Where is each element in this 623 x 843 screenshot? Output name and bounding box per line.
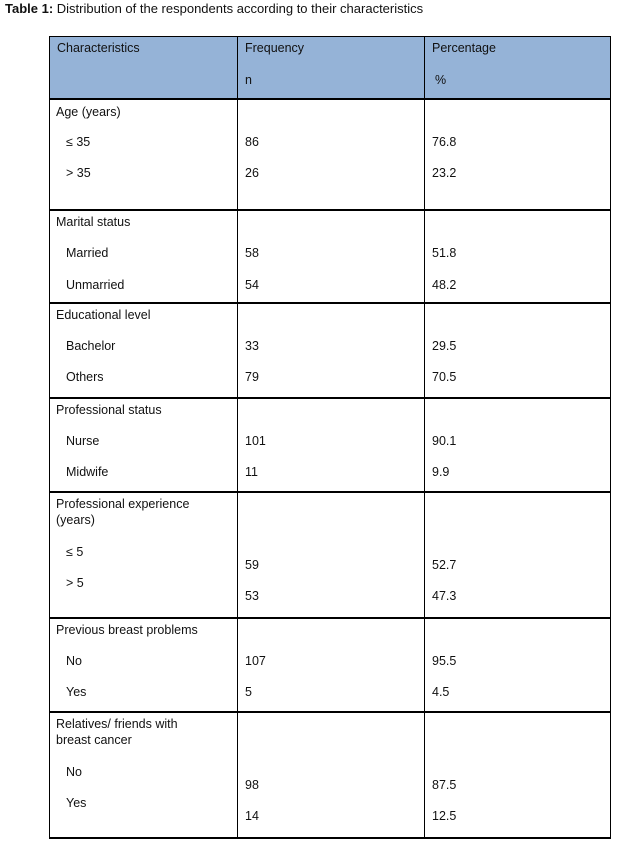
row-label: No (66, 765, 82, 779)
row-label: > 5 (66, 576, 84, 590)
group-label-cell (50, 492, 238, 618)
percentage-value: 47.3 (432, 589, 457, 603)
percentage-value: 48.2 (432, 278, 457, 292)
group-professional-status (50, 398, 611, 492)
header-percentage: Percentage % (425, 37, 611, 100)
percentage-value: 4.5 (432, 685, 450, 699)
caption-text: Distribution of the respondents according to their characteristics (53, 1, 424, 16)
caption-label: Table 1: (5, 1, 54, 16)
group-title-line2: (years) (56, 513, 95, 527)
percentage-value: 9.9 (432, 465, 450, 479)
frequency-value: 14 (245, 809, 259, 823)
group-title: Professional status (56, 403, 162, 417)
group-label-cell (50, 712, 238, 838)
percentage-cell (425, 618, 611, 712)
percentage-cell (425, 492, 611, 618)
group-label-cell (50, 303, 238, 398)
table-header-row (50, 37, 611, 100)
group-age (50, 99, 611, 210)
percentage-value: 87.5 (432, 778, 457, 792)
row-label: Unmarried (66, 278, 125, 292)
group-label-cell (50, 210, 238, 303)
frequency-value: 26 (245, 166, 259, 180)
frequency-cell (238, 303, 425, 398)
group-professional-experience (50, 492, 611, 618)
frequency-value: 101 (245, 434, 266, 448)
percentage-value: 51.8 (432, 246, 457, 260)
row-label: ≤ 35 (66, 135, 91, 149)
row-label: Yes (66, 796, 87, 810)
row-label: Midwife (66, 465, 109, 479)
group-label-cell (50, 618, 238, 712)
frequency-value: 107 (245, 654, 266, 668)
characteristics-table (49, 36, 611, 839)
group-marital-status (50, 210, 611, 303)
group-title: Previous breast problems (56, 623, 198, 637)
row-label: Married (66, 246, 109, 260)
group-title: Educational level (56, 308, 151, 322)
percentage-cell (425, 99, 611, 210)
percentage-value: 52.7 (432, 558, 457, 572)
percentage-cell (425, 210, 611, 303)
group-title-line2: breast cancer (56, 733, 132, 747)
frequency-cell (238, 210, 425, 303)
row-label: ≤ 5 (66, 545, 84, 559)
row-label: Yes (66, 685, 87, 699)
frequency-cell (238, 398, 425, 492)
group-title: Marital status (56, 215, 131, 229)
percentage-value: 70.5 (432, 370, 457, 384)
frequency-value: 79 (245, 370, 259, 384)
group-previous-breast-problems (50, 618, 611, 712)
percentage-value: 95.5 (432, 654, 457, 668)
table-caption (5, 1, 423, 16)
frequency-value: 5 (245, 685, 252, 699)
header-frequency: Frequency n (238, 37, 425, 100)
header-percentage-sub: % (435, 73, 447, 87)
frequency-value: 58 (245, 246, 259, 260)
group-relatives-with-breast-cancer (50, 712, 611, 838)
percentage-cell (425, 712, 611, 838)
row-label: Others (66, 370, 104, 384)
group-label-cell (50, 398, 238, 492)
group-title: Age (years) (56, 105, 121, 119)
percentage-cell (425, 303, 611, 398)
row-label: Bachelor (66, 339, 116, 353)
row-label: > 35 (66, 166, 91, 180)
group-educational-level (50, 303, 611, 398)
frequency-cell (238, 99, 425, 210)
frequency-cell (238, 712, 425, 838)
frequency-value: 86 (245, 135, 259, 149)
row-label: Nurse (66, 434, 100, 448)
percentage-value: 12.5 (432, 809, 457, 823)
row-label: No (66, 654, 82, 668)
group-title: Relatives/ friends with (56, 717, 178, 731)
frequency-value: 53 (245, 589, 259, 603)
percentage-value: 90.1 (432, 434, 457, 448)
frequency-value: 54 (245, 278, 259, 292)
header-frequency-sub: n (245, 73, 252, 87)
percentage-value: 23.2 (432, 166, 457, 180)
percentage-value: 29.5 (432, 339, 457, 353)
group-title: Professional experience (56, 497, 190, 511)
frequency-value: 59 (245, 558, 259, 572)
frequency-value: 33 (245, 339, 259, 353)
frequency-value: 98 (245, 778, 259, 792)
group-label-cell (50, 99, 238, 210)
header-characteristics: Characteristics (50, 37, 238, 100)
frequency-cell (238, 492, 425, 618)
frequency-cell (238, 618, 425, 712)
frequency-value: 11 (245, 465, 258, 479)
percentage-cell (425, 398, 611, 492)
percentage-value: 76.8 (432, 135, 457, 149)
